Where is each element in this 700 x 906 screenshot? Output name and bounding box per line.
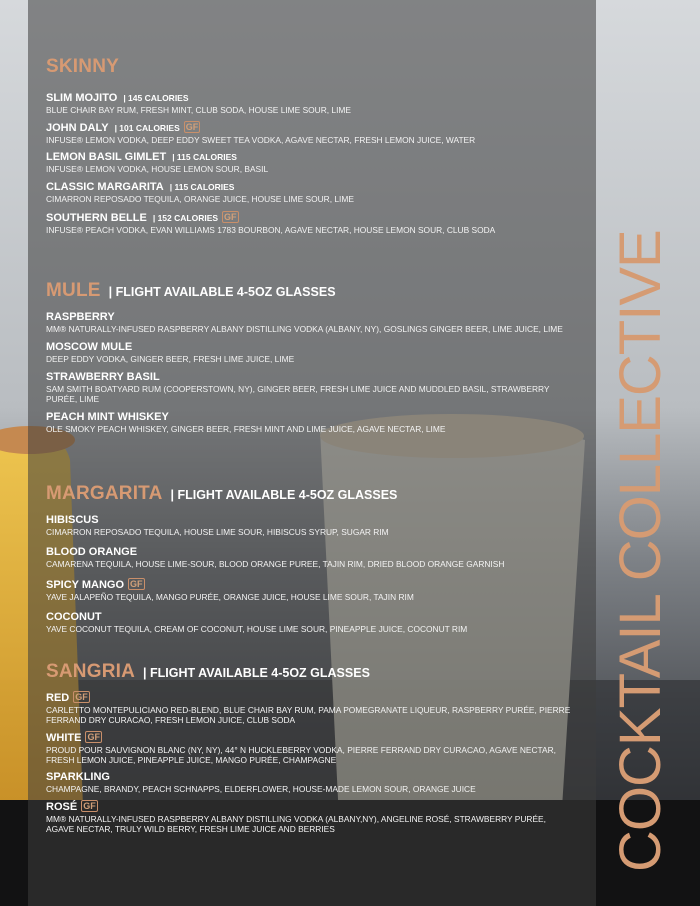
item-name: JOHN DALY [46,122,109,134]
gluten-free-badge: GF [83,801,96,811]
section-sangria [46,661,576,834]
section-title: SANGRIA [46,661,136,682]
item-description: CIMARRON REPOSADO TEQUILA, HOUSE LIME SOUR, HIBISCUS SYRUP, SUGAR RIM [46,527,389,537]
menu-item-moscow-mule [46,341,576,364]
item-description: INFUSE® PEACH VODKA, EVAN WILLIAMS 1783 BOURBON, AGAVE NECTAR, HOUSE LEMON SOUR, CLUB SODA [46,225,496,235]
item-name: RED [46,692,70,704]
menu-item-red [46,691,576,725]
section-subtitle: | FLIGHT AVAILABLE 4-5OZ GLASSES [143,666,370,680]
item-name: SLIM MOJITO [46,92,118,104]
menu-item-blood-orange [46,546,504,569]
item-name: PEACH MINT WHISKEY [46,411,169,423]
item-calories: | 115 CALORIES [172,152,237,162]
gluten-free-badge: GF [87,732,100,742]
item-name: CLASSIC MARGARITA [46,181,164,193]
section-skinny [46,56,495,235]
menu-item-lemon-basil-gimlet [46,151,495,174]
item-description: YAVE JALAPEÑO TEQUILA, MANGO PURÉE, ORANGE JUICE, HOUSE LIME SOUR, TAJIN RIM [46,592,414,602]
item-description: CHAMPAGNE, BRANDY, PEACH SCHNAPPS, ELDERFLOWER, HOUSE-MADE LEMON SOUR, ORANGE JUICE [46,784,476,794]
item-description: BLUE CHAIR BAY RUM, FRESH MINT, CLUB SODA, HOUSE LIME SOUR, LIME [46,105,351,115]
item-description: MM® NATURALLY-INFUSED RASPBERRY ALBANY DISTILLING VODKA (ALBANY,NY), ANGELINE ROSÉ, STRAWBERRY PURÉE, AGAVE NECTAR, TRULY WILD BERRY, FRESH LIME JUICE AND BERRIES [46,814,546,834]
item-description: DEEP EDDY VODKA, GINGER BEER, FRESH LIME JUICE, LIME [46,354,295,364]
item-calories: | 115 CALORIES [169,182,235,192]
item-description: MM® NATURALLY-INFUSED RASPBERRY ALBANY DISTILLING VODKA (ALBANY, NY), GOSLINGS GINGER BEER, LIME JUICE, LIME [46,324,563,334]
item-description: OLE SMOKY PEACH WHISKEY, GINGER BEER, FRESH MINT AND LIME JUICE, AGAVE NECTAR, LIME [46,424,446,434]
item-calories: | 152 CALORIES [152,213,219,223]
item-name: STRAWBERRY BASIL [46,371,160,383]
vertical-title: COCKTAIL COLLECTIVE [608,230,673,872]
item-description: CAMARENA TEQUILA, HOUSE LIME-SOUR, BLOOD ORANGE PUREE, TAJIN RIM, DRIED BLOOD ORANGE GARNISH [46,559,505,569]
section-header [46,483,504,505]
menu-item-slim-mojito [46,92,495,115]
section-subtitle: | FLIGHT AVAILABLE 4-5OZ GLASSES [108,285,336,299]
section-title: MARGARITA [46,483,163,504]
item-name: HIBISCUS [46,514,99,526]
item-description: SAM SMITH BOATYARD RUM (COOPERSTOWN, NY), GINGER BEER, FRESH LIME JUICE AND MUDDLED BASIL, STRAWBERRY PURÉE, LIME [46,384,550,404]
menu-item-coconut [46,611,504,634]
item-name: SPARKLING [46,771,110,783]
menu-item-rose [46,800,576,834]
menu-item-sparkling [46,771,576,794]
menu-item-peach-mint-whiskey [46,411,576,434]
item-calories: | 145 CALORIES [123,93,189,103]
item-description: YAVE COCONUT TEQUILA, CREAM OF COCONUT, HOUSE LIME SOUR, PINEAPPLE JUICE, COCONUT RIM [46,624,468,634]
menu-item-spicy-mango [46,578,504,602]
section-header [46,56,495,78]
menu-item-raspberry [46,311,576,334]
gluten-free-badge: GF [130,579,143,589]
gluten-free-badge: GF [185,122,199,132]
item-name: ROSÉ [46,801,78,813]
item-name: SOUTHERN BELLE [46,212,147,224]
item-description: CARLETTO MONTEPULICIANO RED-BLEND, BLUE CHAIR BAY RUM, PAMA POMEGRANATE LIQUEUR, RASPBERRY PURÉE, PIERRE FERRAND DRY CURACAO, FRESH LEMON JUICE, CLUB SODA [46,705,571,725]
menu-item-classic-margarita [46,181,495,204]
item-name: WHITE [46,732,82,744]
section-header [46,280,576,302]
item-description: INFUSE® LEMON VODKA, HOUSE LEMON SOUR, BASIL [46,164,269,174]
menu-item-strawberry-basil [46,371,576,404]
gluten-free-badge: GF [75,692,88,702]
item-name: BLOOD ORANGE [46,546,138,558]
item-name: SPICY MANGO [46,579,125,591]
section-header [46,661,576,683]
item-name: COCONUT [46,611,102,623]
section-subtitle: | FLIGHT AVAILABLE 4-5OZ GLASSES [170,488,398,502]
menu-item-hibiscus [46,514,504,537]
item-name: LEMON BASIL GIMLET [46,151,167,163]
menu-item-john-daly [46,121,495,145]
section-title: SKINNY [46,56,119,77]
menu-item-southern-belle [46,211,495,235]
item-description: PROUD POUR SAUVIGNON BLANC (NY, NY), 44° N HUCKLEBERRY VODKA, PIERRE FERRAND DRY CURACAO, AGAVE NECTAR, FRESH LEMON JUICE, PINEAPPLE JUICE, MANGO PURÉE, CHAMPAGNE [46,745,556,765]
item-description: CIMARRON REPOSADO TEQUILA, ORANGE JUICE, HOUSE LIME SOUR, LIME [46,194,354,204]
menu-item-white [46,731,576,765]
item-description: INFUSE® LEMON VODKA, DEEP EDDY SWEET TEA VODKA, AGAVE NECTAR, FRESH LEMON JUICE, WATER [46,135,476,145]
section-mule [46,280,576,434]
section-margarita [46,483,504,634]
gluten-free-badge: GF [224,212,237,222]
item-name: RASPBERRY [46,311,115,323]
item-name: MOSCOW MULE [46,341,133,353]
item-calories: | 101 CALORIES [114,123,180,133]
section-title: MULE [46,280,101,301]
